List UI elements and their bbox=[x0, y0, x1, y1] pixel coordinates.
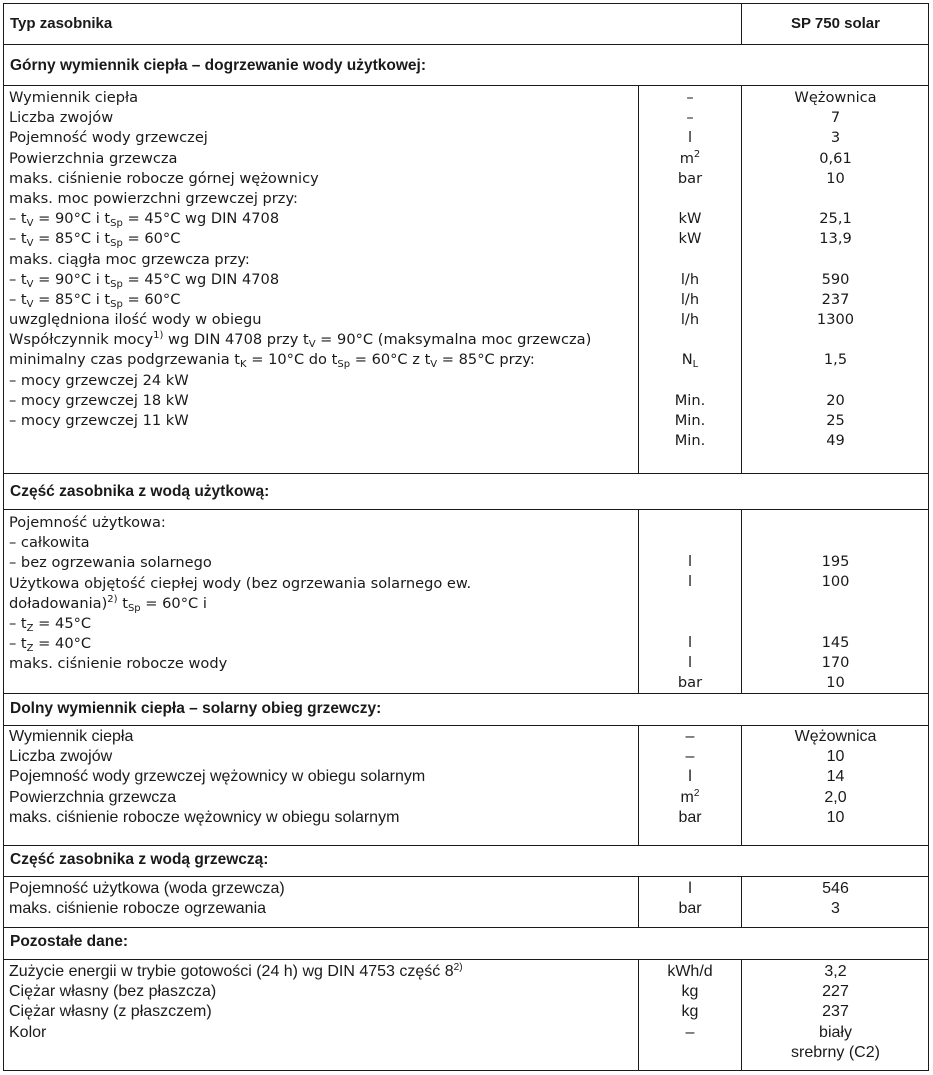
row-label: – $t_V = 90^\circ C$ i $t_{Sp} = 45^\circ C$ wg DIN 4708 bbox=[9, 270, 280, 290]
row-value: 3 bbox=[830, 129, 841, 147]
row-label: Powierzchnia grzewcza bbox=[9, 788, 177, 806]
row-value: Wężownica bbox=[794, 728, 877, 745]
row-label: Współczynnik mocy$^{1)}$ wg DIN 4708 przy $t_V = 90^\circ C$ (maksymalna moc grzewcza) bbox=[9, 330, 592, 351]
row-unit: bar bbox=[677, 674, 703, 692]
row-label: Kolor bbox=[9, 1023, 47, 1041]
row-divider bbox=[3, 845, 929, 846]
row-unit: l bbox=[688, 768, 692, 786]
row-unit: l/h bbox=[680, 290, 700, 308]
row-unit bbox=[640, 189, 740, 209]
row-label: Ciężar własny (z płaszczem) bbox=[9, 1003, 212, 1021]
row-label: – mocy grzewczej 24 kW bbox=[9, 371, 189, 389]
row-label: – $t_V = 85^\circ C$ i $t_{Sp} = 60^\circ C$ bbox=[9, 290, 181, 310]
row-unit: bar bbox=[678, 808, 702, 826]
row-label: Pojemność użytkowa: bbox=[9, 514, 166, 531]
row-value: 14 bbox=[826, 768, 845, 786]
row-label: – całkowita bbox=[9, 534, 90, 552]
row-value: 10 bbox=[826, 808, 845, 826]
row-value: 170 bbox=[821, 654, 850, 672]
row-label: Ciężar własny (bez płaszcza) bbox=[9, 983, 217, 1001]
row-value: 1300 bbox=[816, 311, 855, 329]
row-unit: l bbox=[688, 880, 692, 897]
row-unit bbox=[640, 371, 740, 391]
row-label: Wymiennik ciepła bbox=[9, 728, 134, 745]
section-title: Pozostałe dane: bbox=[10, 933, 128, 950]
label-column bbox=[9, 513, 471, 675]
row-unit: $m^2$ bbox=[680, 787, 700, 806]
unit-column bbox=[640, 879, 740, 919]
row-unit: l bbox=[687, 553, 693, 571]
row-unit: Min. bbox=[674, 432, 706, 450]
row-value: 10 bbox=[826, 169, 845, 187]
row-value: 0,61 bbox=[819, 149, 852, 167]
row-unit: – bbox=[686, 89, 694, 106]
row-value: 237 bbox=[821, 290, 850, 308]
row-unit: kW bbox=[678, 210, 702, 228]
row-value: 10 bbox=[826, 674, 845, 692]
value-column bbox=[742, 727, 929, 828]
row-divider bbox=[3, 85, 929, 86]
row-label: minimalny czas podgrzewania $t_K = 10^\circ C$ do $t_{Sp} = 60^\circ C$ z $t_V = 85^\circ C$ przy: bbox=[9, 351, 535, 371]
row-unit: Min. bbox=[674, 391, 706, 409]
row-unit: Min. bbox=[674, 412, 706, 429]
unit-column bbox=[640, 727, 740, 828]
section-title: Dolny wymiennik ciepła – solarny obieg grzewczy: bbox=[10, 700, 382, 717]
row-divider bbox=[3, 927, 929, 928]
column-divider bbox=[638, 509, 639, 693]
header-title: Typ zasobnika bbox=[10, 15, 113, 32]
row-label: maks. ciśnienie robocze ogrzewania bbox=[9, 900, 267, 918]
row-value bbox=[742, 250, 929, 270]
row-label: Pojemność użytkowa (woda grzewcza) bbox=[9, 880, 285, 897]
row-label: Pojemność wody grzewczej bbox=[9, 129, 208, 147]
row-label: Liczba zwojów bbox=[9, 748, 113, 766]
column-divider bbox=[638, 85, 639, 473]
row-label: maks. moc powierzchni grzewczej przy: bbox=[9, 189, 298, 207]
column-divider bbox=[638, 725, 639, 845]
row-unit: – bbox=[685, 728, 695, 745]
label-column bbox=[9, 879, 285, 919]
row-divider bbox=[3, 725, 929, 726]
row-label: – $t_V = 85^\circ C$ i $t_{Sp} = 60^\circ C$ bbox=[9, 230, 181, 250]
row-label: Pojemność wody grzewczej wężownicy w obiegu solarnym bbox=[9, 768, 426, 786]
row-label: maks. ciśnienie robocze wężownicy w obiegu solarnym bbox=[9, 808, 400, 826]
row-value bbox=[742, 330, 929, 350]
value-column bbox=[742, 532, 929, 694]
row-value: 590 bbox=[821, 270, 850, 288]
unit-column bbox=[640, 532, 740, 694]
row-value: 1,5 bbox=[823, 351, 848, 369]
row-unit: – bbox=[686, 109, 694, 127]
row-value bbox=[742, 371, 929, 391]
row-label: – bez ogrzewania solarnego bbox=[9, 554, 212, 572]
row-divider bbox=[3, 473, 929, 474]
unit-column bbox=[640, 962, 740, 1043]
row-unit: – bbox=[685, 748, 695, 766]
row-unit: bar bbox=[678, 900, 702, 918]
row-unit bbox=[640, 330, 740, 350]
row-label: – mocy grzewczej 11 kW bbox=[9, 412, 189, 429]
header-model: SP 750 solar bbox=[791, 15, 880, 32]
row-unit: l bbox=[687, 654, 693, 672]
row-label: Wymiennik ciepła bbox=[9, 89, 139, 106]
column-divider bbox=[638, 876, 639, 927]
label-column bbox=[9, 962, 463, 1043]
row-label: uwzględniona ilość wody w obiegu bbox=[9, 311, 262, 329]
row-value: 7 bbox=[830, 109, 841, 127]
row-unit: l/h bbox=[680, 270, 700, 288]
row-label: Liczba zwojów bbox=[9, 109, 114, 127]
row-value: 145 bbox=[821, 633, 850, 651]
row-value: 49 bbox=[826, 432, 845, 450]
row-value bbox=[742, 613, 929, 633]
row-value: Wężownica bbox=[794, 89, 877, 106]
row-label: – $t_Z = 40^\circ C$ bbox=[9, 635, 92, 655]
column-divider bbox=[638, 959, 639, 1071]
section-title: Górny wymiennik ciepła – dogrzewanie wody użytkowej: bbox=[10, 57, 427, 74]
section-title: Część zasobnika z wodą użytkową: bbox=[10, 483, 270, 500]
row-unit: l/h bbox=[680, 311, 700, 329]
row-label: – mocy grzewczej 18 kW bbox=[9, 391, 189, 409]
row-label: Zużycie energii w trybie gotowości (24 h) wg DIN 4753 część 8$^{2)}$ bbox=[9, 962, 463, 980]
value-column bbox=[742, 88, 929, 451]
row-value: 20 bbox=[826, 391, 845, 409]
row-label: – $t_V = 90^\circ C$ i $t_{Sp} = 45^\circ C$ wg DIN 4708 bbox=[9, 210, 280, 230]
row-unit bbox=[640, 250, 740, 270]
row-label: maks. ciągła moc grzewcza przy: bbox=[9, 250, 250, 268]
row-value: srebrny (C2) bbox=[791, 1043, 880, 1061]
row-label: maks. ciśnienie robocze górnej wężownicy bbox=[9, 169, 319, 187]
row-label: doładowania)$^{2)}$ $t_{Sp} = 60^\circ C$ i bbox=[9, 593, 207, 614]
row-divider bbox=[3, 509, 929, 510]
row-value: 100 bbox=[821, 573, 850, 591]
row-unit: kW bbox=[678, 230, 702, 248]
row-unit: l bbox=[687, 633, 693, 651]
value-column bbox=[742, 879, 929, 919]
row-unit: kg bbox=[681, 983, 699, 1001]
row-value: 3,2 bbox=[824, 963, 847, 980]
row-label: – $t_Z = 45^\circ C$ bbox=[9, 614, 92, 634]
row-divider bbox=[3, 44, 929, 45]
row-value bbox=[742, 189, 929, 209]
row-value: 3 bbox=[831, 900, 840, 918]
row-unit bbox=[640, 593, 740, 613]
row-unit: bar bbox=[677, 169, 703, 187]
row-unit: l bbox=[687, 573, 693, 591]
row-unit: $m^2$ bbox=[679, 148, 701, 167]
row-value: 546 bbox=[822, 880, 849, 897]
row-value: 25 bbox=[826, 412, 845, 429]
section-title: Część zasobnika z wodą grzewczą: bbox=[10, 851, 269, 868]
row-divider bbox=[3, 876, 929, 877]
row-unit bbox=[640, 532, 740, 552]
row-value: 2,0 bbox=[824, 788, 847, 806]
row-unit bbox=[640, 613, 740, 633]
label-column bbox=[9, 88, 591, 431]
row-value: 25,1 bbox=[819, 210, 852, 228]
row-label: maks. ciśnienie robocze wody bbox=[9, 655, 228, 673]
row-unit: kWh/d bbox=[667, 963, 713, 980]
row-unit: – bbox=[685, 1023, 695, 1041]
row-label: Powierzchnia grzewcza bbox=[9, 149, 178, 167]
row-value: 13,9 bbox=[819, 230, 852, 248]
row-value: 237 bbox=[822, 1003, 849, 1021]
row-value bbox=[742, 532, 929, 552]
row-unit: $N_L$ bbox=[681, 351, 699, 371]
row-value: biały bbox=[819, 1023, 852, 1041]
label-column bbox=[9, 727, 425, 828]
unit-column bbox=[640, 88, 740, 451]
row-label: Użytkowa objętość ciepłej wody (bez ogrzewania solarnego ew. bbox=[9, 574, 472, 592]
value-column bbox=[742, 962, 929, 1063]
row-value bbox=[742, 593, 929, 613]
row-divider bbox=[3, 959, 929, 960]
row-value: 227 bbox=[822, 983, 849, 1001]
row-value: 195 bbox=[821, 553, 850, 571]
row-unit: kg bbox=[681, 1003, 699, 1021]
row-unit: l bbox=[687, 129, 693, 147]
row-value: 10 bbox=[826, 748, 845, 766]
